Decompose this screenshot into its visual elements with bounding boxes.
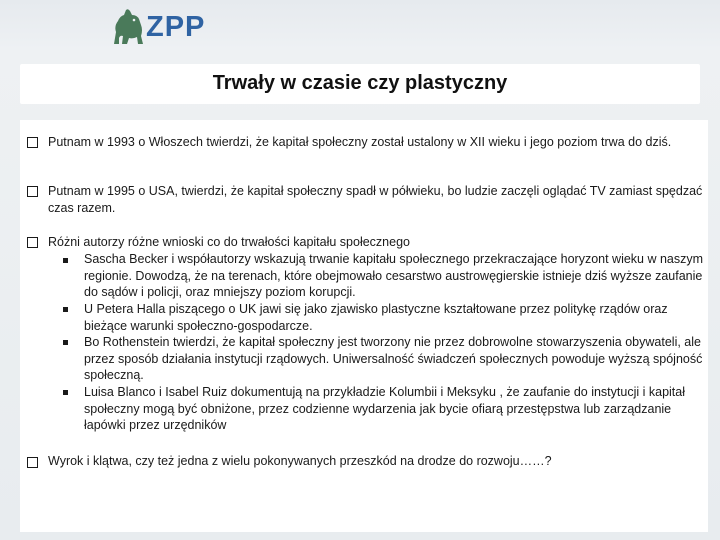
- square-bullet-icon: [63, 340, 68, 345]
- bullet-text: Putnam w 1995 o USA, twierdzi, że kapitał społeczny spadł w półwieku, bo ludzie zaczęli oglądać TV zamiast spędzać czas razem.: [48, 184, 703, 215]
- sub-bullet-text: Sascha Becker i współautorzy wskazują trwanie kapitału społecznego przekraczające horyzont wieku w naszym regionie. Dowodzą, że na terenach, które obejmowało cesarstwo austrowęgierskie istnieje dziś wyższe zaufanie do sądów i policji, oraz mniejszy poziom korupcji.: [84, 252, 704, 299]
- bullet-text: Wyrok i klątwa, czy też jedna z wielu pokonywanych przeszkód na drodze do rozwoju……?: [48, 454, 552, 468]
- square-bullet-icon: [63, 390, 68, 395]
- content-box: [20, 120, 708, 532]
- checkbox-bullet-icon: [27, 137, 38, 148]
- slide-title: Trwały w czasie czy plastyczny: [212, 72, 508, 94]
- bullet-text: Różni autorzy różne wnioski co do trwałości kapitału społecznego: [48, 235, 410, 249]
- title-box: [20, 64, 700, 104]
- checkbox-bullet-icon: [27, 237, 38, 248]
- bullet-text: Putnam w 1993 o Włoszech twierdzi, że kapitał społeczny został ustalony w XII wieku i jego poziom trwa do dziś.: [48, 135, 672, 149]
- checkbox-bullet-icon: [27, 186, 38, 197]
- square-bullet-icon: [63, 307, 68, 312]
- zpp-logo: [110, 4, 210, 48]
- checkbox-bullet-icon: [27, 457, 38, 468]
- sub-bullet-text: Bo Rothenstein twierdzi, że kapitał społeczny jest tworzony nie przez dobrowolne stowarzyszenia obywateli, ale przez sposób działania instytucji rządowych. Uniwersalność świadczeń społecznych powoduje wyższą spójność społeczną.: [84, 335, 703, 382]
- logo-text: ZPP: [146, 11, 206, 43]
- square-bullet-icon: [63, 258, 68, 263]
- sub-bullet-text: Luisa Blanco i Isabel Ruiz dokumentują na przykładzie Kolumbii i Meksyku , że zaufanie do instytucji i kapitał społeczny mogą być obniżone, przez codzienne wydarzenia jak bycie ofiarą przestępstwa lub zarządzanie łapówki przez urzędników: [84, 385, 685, 432]
- header-band: [0, 0, 720, 50]
- sub-bullet-text: U Petera Halla piszącego o UK jawi się jako zjawisko plastyczne kształtowane przez politykę rządów oraz bieżące warunki społeczno-gospodarcze.: [84, 302, 668, 333]
